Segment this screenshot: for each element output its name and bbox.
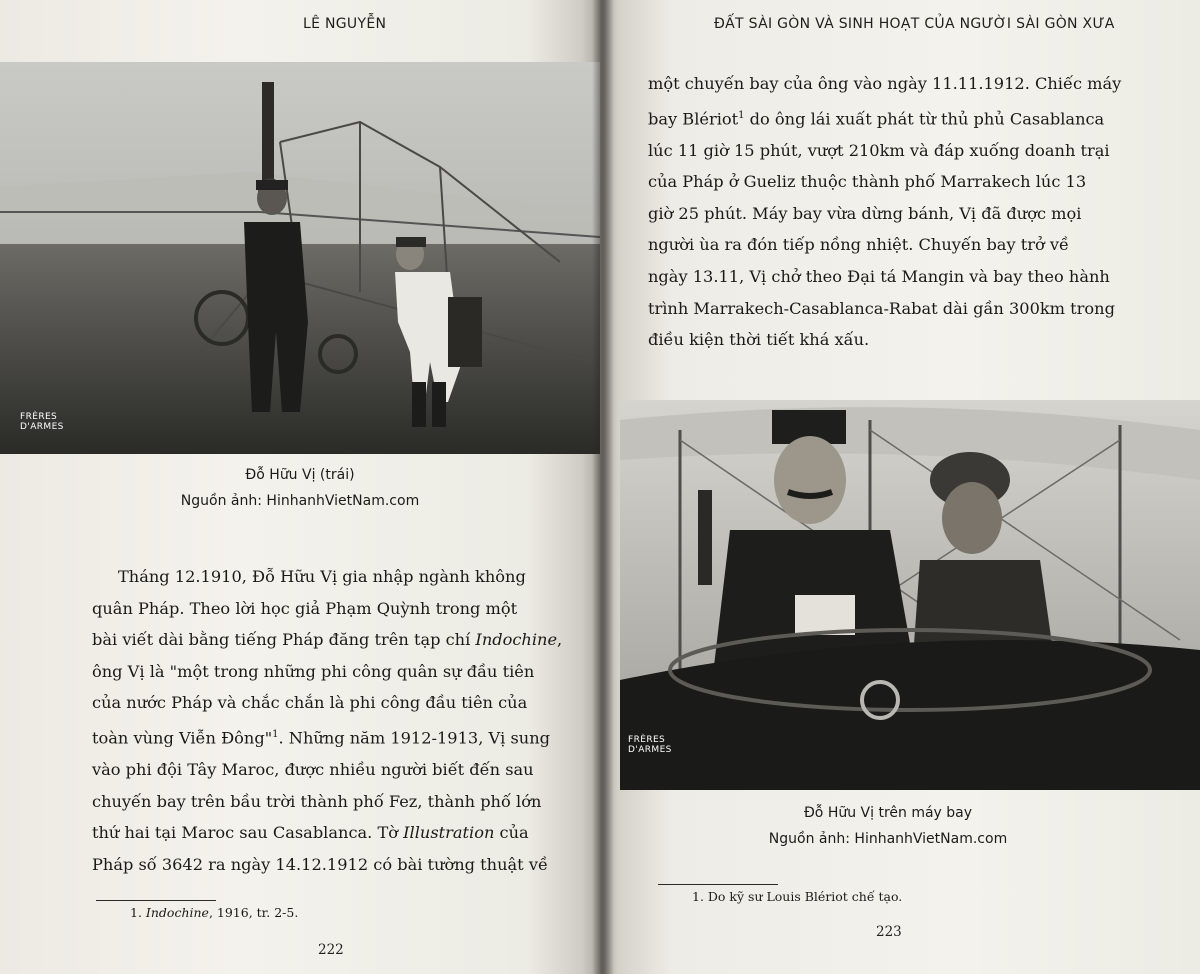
logo-line-1: FRÈRES <box>628 735 666 745</box>
cockpit-photo-image <box>620 400 1200 790</box>
right-caption-title: Đỗ Hữu Vị trên máy bay <box>803 805 973 821</box>
body-line: một chuyến bay của ông vào ngày 11.11.1912. Chiếc máy <box>648 74 1122 93</box>
right-page-header: ĐẤT SÀI GÒN VÀ SINH HOẠT CỦA NGƯỜI SÀI GÒN XƯA <box>714 16 1115 32</box>
body-line: bay Blériot$^1$ do ông lái xuất phát từ thủ phủ Casablanca <box>648 108 1105 128</box>
cockpit-photo <box>620 400 1200 790</box>
body-line: vào phi đội Tây Maroc, được nhiều người biết đến sau <box>92 759 534 779</box>
logo-line-2: D'ARMES <box>628 745 672 755</box>
left-body-text <box>92 561 576 880</box>
left-page-header: LÊ NGUYỄN <box>303 16 387 32</box>
footnote-ref: 1 <box>272 728 279 740</box>
body-line: giờ 25 phút. Máy bay vừa dừng bánh, Vị đã được mọi <box>648 203 1082 223</box>
body-line: ngày 13.11, Vị chở theo Đại tá Mangin và bay theo hành <box>648 266 1110 286</box>
airplane-photo-image <box>0 62 600 454</box>
body-line: người ùa ra đón tiếp nồng nhiệt. Chuyến bay trở về <box>648 235 1069 255</box>
body-line: trình Marrakech-Casablanca-Rabat dài gần 300km trong <box>648 298 1115 318</box>
left-page-number: 222 <box>318 942 344 958</box>
freres-darmes-logo <box>628 735 672 755</box>
body-line: quân Pháp. Theo lời học giả Phạm Quỳnh trong một <box>92 598 518 618</box>
body-line: lúc 11 giờ 15 phút, vượt 210km và đáp xuống doanh trại <box>648 140 1110 160</box>
right-footnote: 1. Do kỹ sư Louis Blériot chế tạo. <box>692 889 903 904</box>
footnote-ref: 1 <box>738 109 745 121</box>
book-gutter <box>592 0 614 974</box>
body-line: toàn vùng Viễn Đông"$^1$. Những năm 1912-1913, Vị sung <box>92 728 551 748</box>
left-caption-source: Nguồn ảnh: HinhanhVietNam.com <box>180 493 420 509</box>
right-page <box>600 0 1200 974</box>
body-line: Pháp số 3642 ra ngày 14.12.1912 có bài tường thuật về <box>92 854 548 874</box>
body-line: của nước Pháp và chắc chắn là phi công đầu tiên của <box>92 693 528 713</box>
body-line: của Pháp ở Gueliz thuộc thành phố Marrakech lúc 13 <box>648 172 1087 192</box>
logo-line-1: FRÈRES <box>20 412 58 422</box>
body-line: ông Vị là "một trong những phi công quân sự đầu tiên <box>92 661 535 681</box>
body-line: Tháng 12.1910, Đỗ Hữu Vị gia nhập ngành không <box>118 567 526 586</box>
left-footnote: 1. Indochine, 1916, tr. 2-5. <box>130 905 299 920</box>
right-page-number: 223 <box>876 924 902 940</box>
right-caption-source: Nguồn ảnh: HinhanhVietNam.com <box>768 831 1008 847</box>
body-line: bài viết dài bằng tiếng Pháp đăng trên tạp chí Indochine, <box>92 630 563 650</box>
body-line: điều kiện thời tiết khá xấu. <box>648 330 870 350</box>
right-caption <box>600 800 1188 852</box>
right-body-text <box>648 68 1178 356</box>
body-line: chuyến bay trên bầu trời thành phố Fez, thành phố lớn <box>92 791 542 811</box>
freres-darmes-logo <box>20 412 64 432</box>
body-line: thứ hai tại Maroc sau Casablanca. Tờ Illustration của <box>92 823 529 843</box>
left-caption-title: Đỗ Hữu Vị (trái) <box>245 467 355 483</box>
right-footnote-rule <box>658 884 778 885</box>
logo-line-2: D'ARMES <box>20 422 64 432</box>
airplane-photo <box>0 62 600 454</box>
left-caption <box>0 462 600 514</box>
left-footnote-rule <box>96 900 216 901</box>
